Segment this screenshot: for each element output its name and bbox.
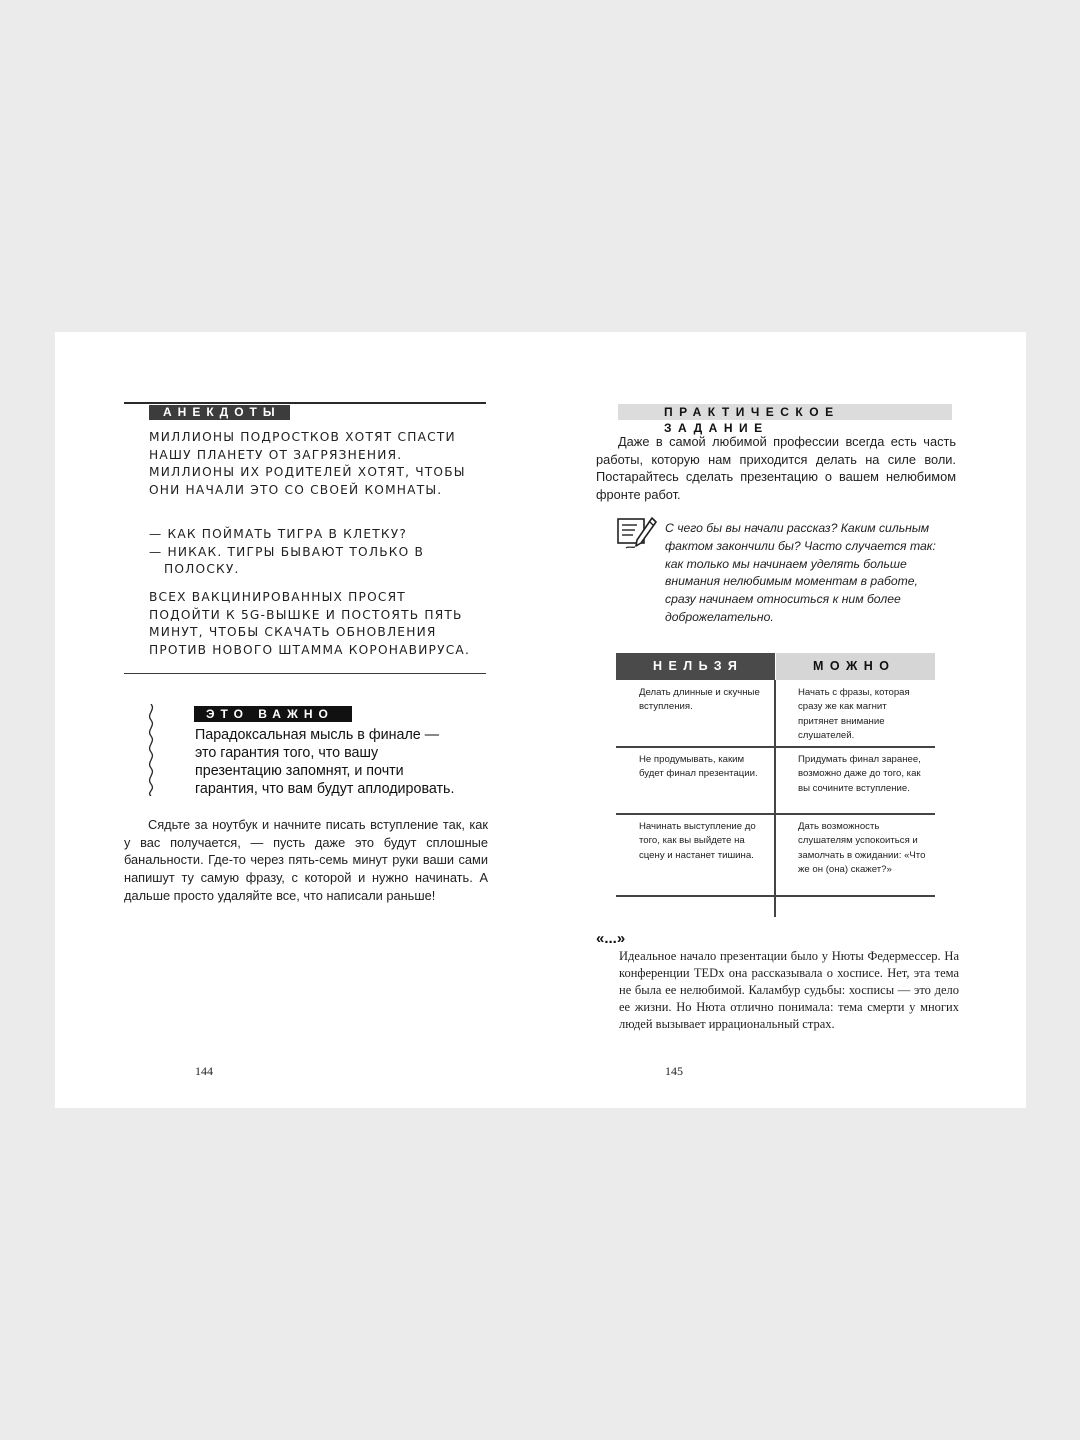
table-header-do: МОЖНО — [776, 653, 935, 680]
table-divider — [774, 680, 776, 917]
page-number-right: 145 — [665, 1064, 683, 1078]
table-bottom-rule — [616, 895, 935, 897]
joke-3: ВСЕХ ВАКЦИНИРОВАННЫХ ПРОСЯТ ПОДОЙТИ К 5G-ВЫШКЕ И ПОСТОЯТЬ ПЯТЬ МИНУТ, ЧТОБЫ СКАЧАТЬ ОБНОВЛЕНИЯ ПРОТИВ НОВОГО ШТАММА КОРОНАВИРУСА. — [149, 590, 471, 658]
table-cell-dont-3: Начинать выступление до того, как вы выйдете на сцену и настанет тишина. — [639, 821, 756, 861]
task-header: ПРАКТИЧЕСКОЕ ЗАДАНИЕ — [618, 404, 952, 420]
joke-2-question: — КАК ПОЙМАТЬ ТИГРА В КЛЕТКУ? — [149, 527, 408, 541]
left-body-text: Сядьте за ноутбук и начните писать вступление так, как у вас получается, — пусть даже это будут сплошные банальности. Где-то через пять-семь минут руки ваши сами напишут ту самую фразу, с которой и нужно начинать. А дальше просто удаляйте все, что написали раньше! — [124, 817, 488, 903]
quote-mark: «...» — [596, 930, 626, 947]
table-cell-do-1: Начать с фразы, которая сразу же как магнит притянет внимание слушателей. — [798, 687, 910, 741]
book-spread — [55, 332, 1026, 1108]
table-header-dont: НЕЛЬЗЯ — [616, 653, 775, 680]
page-number-left: 144 — [195, 1064, 213, 1078]
note-text: С чего бы вы начали рассказ? Каким сильным фактом закончили бы? Часто случается так: как только мы начинаем уделять больше внимания нелюбимым моментам в работе, сразу начинаем относиться к ним более доброжелательно. — [665, 521, 936, 624]
table-row-divider — [616, 746, 935, 748]
important-header: ЭТО ВАЖНО — [194, 706, 352, 722]
pen-notepad-icon — [617, 517, 657, 549]
wavy-line-icon — [144, 704, 158, 796]
jokes-top-rule — [124, 402, 486, 404]
joke-1: МИЛЛИОНЫ ПОДРОСТКОВ ХОТЯТ СПАСТИ НАШУ ПЛАНЕТУ ОТ ЗАГРЯЗНЕНИЯ. МИЛЛИОНЫ ИХ РОДИТЕЛЕЙ ХОТЯТ, ЧТОБЫ ОНИ НАЧАЛИ ЭТО СО СВОЕЙ КОМНАТЫ. — [149, 430, 466, 498]
quote-text: Идеальное начало презентации было у Нюты Федермессер. На конференции TEDx она рассказывала о хосписе. Нет, эта тема не была ее нелюбимой. Каламбур судьбы: хосписы — это дело ее жизни. Но Нюта отлично понимала: тема смерти у многих людей вызывает иррациональный страх. — [619, 949, 959, 1031]
joke-2 — [149, 526, 479, 579]
table-cell-dont-2: Не продумывать, каким будет финал презентации. — [639, 754, 758, 780]
joke-2-answer: — НИКАК. ТИГРЫ БЫВАЮТ ТОЛЬКО В ПОЛОСКУ. — [149, 544, 425, 577]
important-text: Парадоксальная мысль в финале — это гарантия того, что вашу презентацию запомнят, и почти гарантия, что вам будут аплодировать. — [195, 727, 455, 797]
task-text: Даже в самой любимой профессии всегда есть часть работы, которую нам приходится делать на силе воли. Постарайтесь сделать презентацию о вашем нелюбимом фронте работ. — [596, 434, 956, 503]
jokes-bottom-rule — [124, 673, 486, 674]
table-cell-dont-1: Делать длинные и скучные вступления. — [639, 687, 760, 713]
table-row-divider — [616, 813, 935, 815]
table-cell-do-2: Придумать финал заранее, возможно даже до того, как вы сочините вступление. — [798, 754, 921, 794]
table-cell-do-3: Дать возможность слушателям успокоиться и замолчать в ожидании: «Что же он (она) скажет?» — [798, 821, 926, 875]
jokes-header: АНЕКДОТЫ — [149, 405, 290, 420]
